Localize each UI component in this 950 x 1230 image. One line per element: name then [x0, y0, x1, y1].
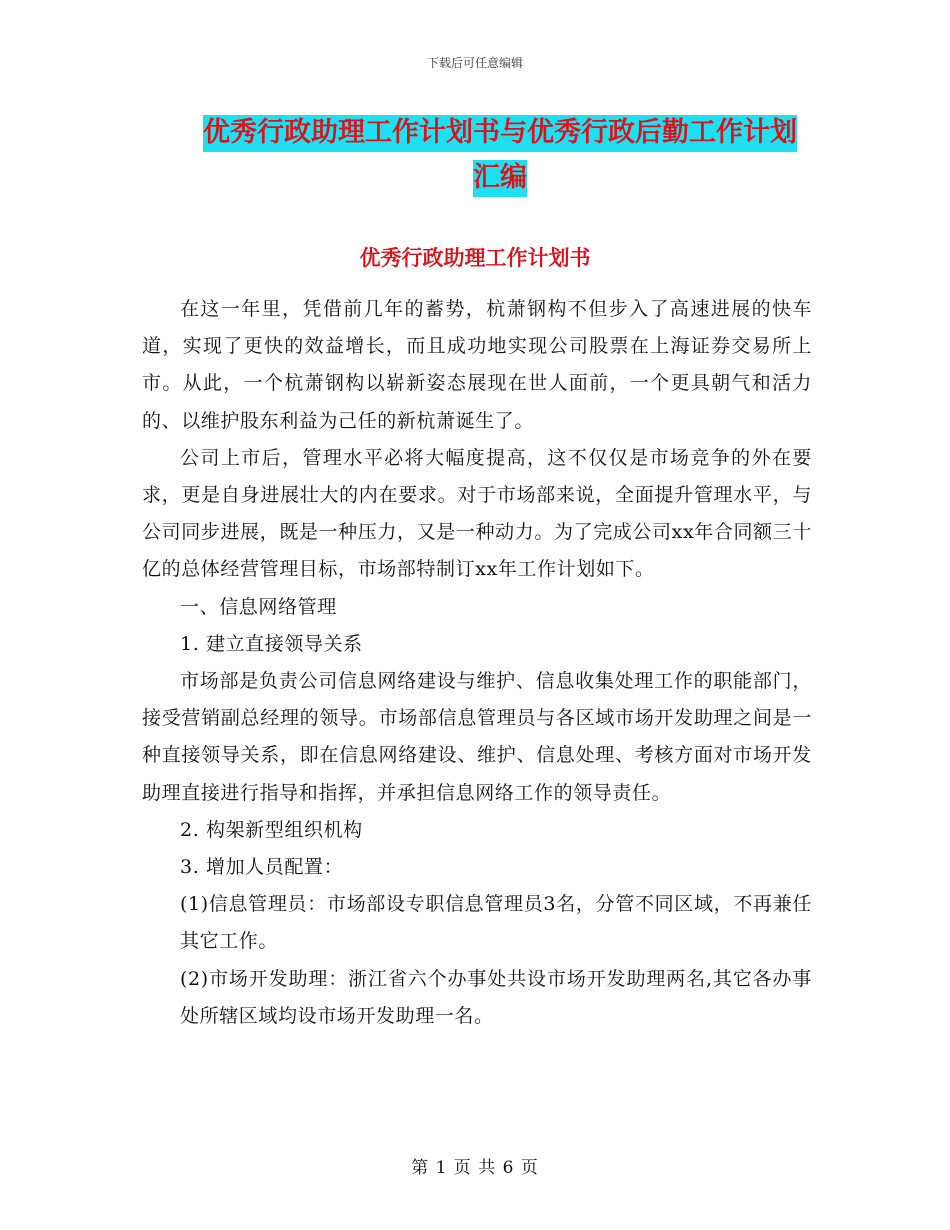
document-title — [195, 110, 805, 200]
document-title-text: 优秀行政助理工作计划书与优秀行政后勤工作计划汇编 — [203, 115, 797, 197]
page-header-note: 下载后可任意编辑 — [426, 56, 523, 70]
list-item: (2)市场开发助理：浙江省六个办事处共设市场开发助理两名,其它各办事处所辖区域均设市场开发助理一名。 — [180, 967, 812, 1027]
document-body — [142, 291, 812, 1035]
body-paragraph: 市场部是负责公司信息网络建设与维护、信息收集处理工作的职能部门，接受营销副总经理的领导。市场部信息管理员与各区域市场开发助理之间是一种直接领导关系，即在信息网络建设、维护、信息处理、考核方面对市场开发助理直接进行指导和指挥，并承担信息网络工作的领导责任。 — [142, 670, 812, 804]
page-number-footer: 第 1 页 共 6 页 — [411, 1158, 539, 1178]
section-title: 优秀行政助理工作计划书 — [359, 246, 591, 270]
list-item: 1. 建立直接领导关系 — [180, 632, 363, 655]
body-paragraph: 公司上市后，管理水平必将大幅度提高，这不仅仅是市场竞争的外在要求，更是自身进展壮大的内在要求。对于市场部来说，全面提升管理水平，与公司同步进展，既是一种压力，又是一种动力。为了完成公司xx年合同额三十亿的总体经营管理目标，市场部特制订xx年工作计划如下。 — [142, 446, 812, 581]
list-item: 3. 增加人员配置： — [180, 856, 344, 879]
body-paragraph: 在这一年里，凭借前几年的蓄势，杭萧钢构不但步入了高速进展的快车道，实现了更快的效益增长，而且成功地实现公司股票在上海证券交易所上市。从此，一个杭萧钢构以崭新姿态展现在世人面前，一个更具朝气和活力的、以维护股东利益为己任的新杭萧诞生了。 — [142, 298, 812, 432]
list-item: (1)信息管理员：市场部设专职信息管理员3名，分管不同区域，不再兼任其它工作。 — [180, 893, 812, 953]
list-item: 2. 构架新型组织机构 — [180, 818, 363, 841]
section-heading: 一、信息网络管理 — [180, 595, 337, 618]
